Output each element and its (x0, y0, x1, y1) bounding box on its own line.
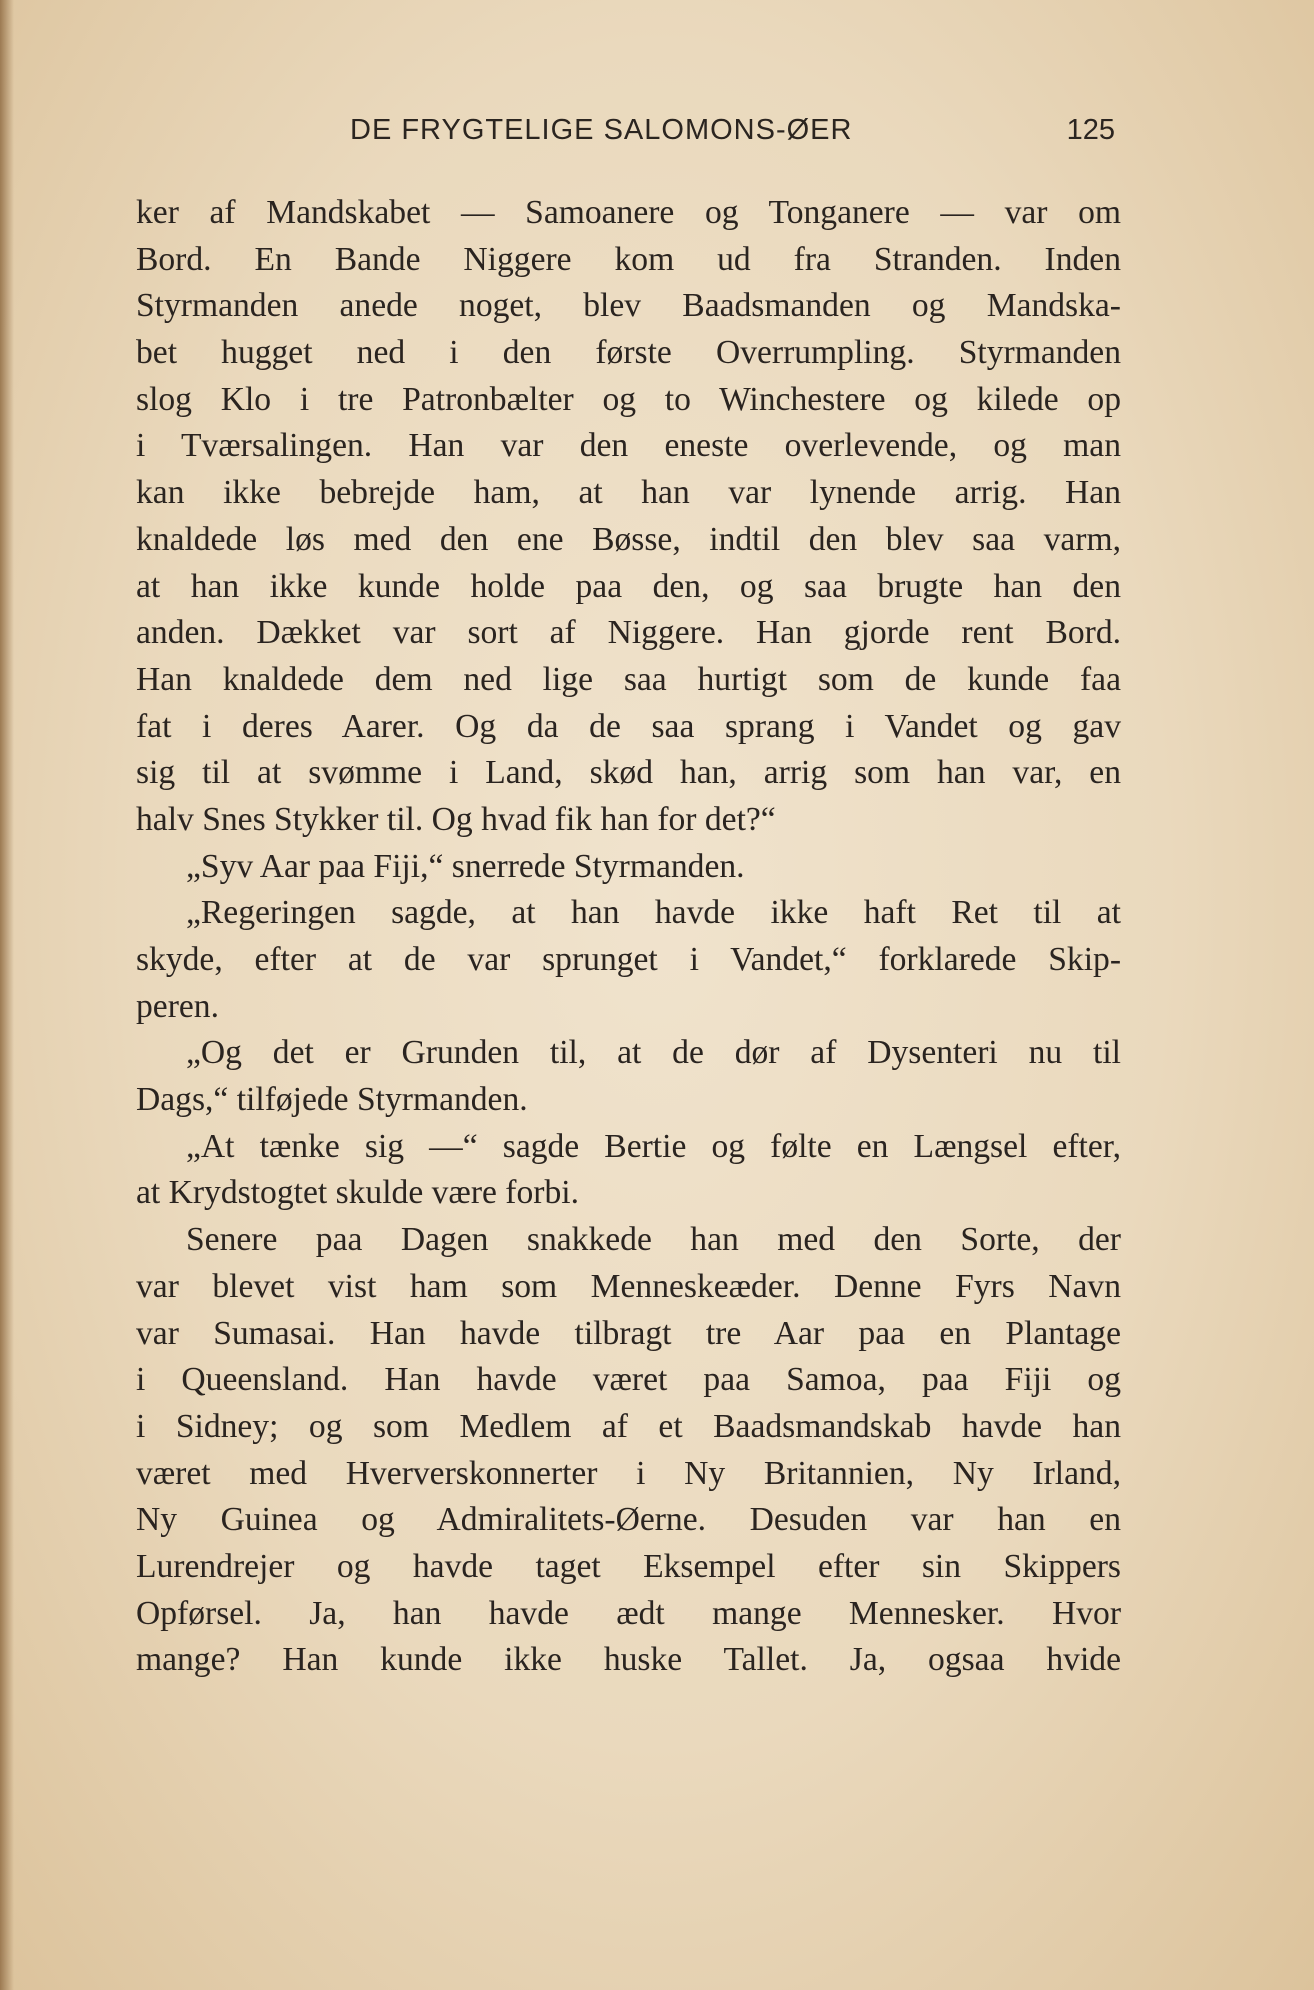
text-line: Opførsel. Ja, han havde ædt mange Mennesker. Hvor (136, 1594, 1121, 1632)
page-header (140, 108, 1115, 154)
text-line: i Sidney; og som Medlem af et Baadsmandskab havde han (136, 1407, 1121, 1445)
text-line: at han ikke kunde holde paa den, og saa brugte han den (136, 567, 1121, 605)
text-line: „Og det er Grunden til, at de dør af Dysenteri nu til (186, 1034, 1121, 1072)
text-line: Senere paa Dagen snakkede han med den Sorte, der (186, 1221, 1121, 1259)
text-line: var blevet vist ham som Menneskeæder. Denne Fyrs Navn (136, 1267, 1121, 1305)
text-line: „Regeringen sagde, at han havde ikke haft Ret til at (186, 894, 1121, 932)
text-line: Bord. En Bande Niggere kom ud fra Stranden. Inden (136, 240, 1121, 278)
text-line: i Queensland. Han havde været paa Samoa, paa Fiji og (136, 1361, 1121, 1399)
text-line: ker af Mandskabet — Samoanere og Tonganere — var om (136, 194, 1121, 231)
text-line: anden. Dækket var sort af Niggere. Han gjorde rent Bord. (136, 614, 1121, 652)
text-line: halv Snes Stykker til. Og hvad fik han for det?“ (136, 800, 776, 838)
body-text (136, 190, 1121, 1684)
text-line: bet hugget ned i den første Overrumpling. Styrmanden (136, 334, 1121, 372)
text-line: slog Klo i tre Patronbælter og to Winchestere og kilede op (136, 380, 1121, 418)
text-line: været med Hververskonnerter i Ny Britannien, Ny Irland, (136, 1454, 1121, 1492)
text-line: i Tværsalingen. Han var den eneste overlevende, og man (136, 427, 1121, 465)
text-line: skyde, efter at de var sprunget i Vandet,“ forklarede Skip- (136, 941, 1121, 978)
text-line: mange? Han kunde ikke huske Tallet. Ja, ogsaa hvide (136, 1641, 1121, 1679)
text-line: sig til at svømme i Land, skød han, arrig som han var, en (136, 754, 1121, 792)
text-line: Han knaldede dem ned lige saa hurtigt som de kunde faa (136, 660, 1121, 698)
running-title: DE FRYGTELIGE SALOMONS-ØER (350, 114, 853, 146)
text-line: Dags,“ tilføjede Styrmanden. (136, 1081, 528, 1119)
text-line: „Syv Aar paa Fiji,“ snerrede Styrmanden. (186, 847, 745, 885)
text-line: peren. (136, 987, 219, 1025)
text-line: knaldede løs med den ene Bøsse, indtil den blev saa varm, (136, 520, 1121, 558)
page-number: 125 (1066, 114, 1115, 146)
text-line: Ny Guinea og Admiralitets-Øerne. Desuden var han en (136, 1501, 1121, 1539)
text-line: var Sumasai. Han havde tilbragt tre Aar paa en Plantage (136, 1314, 1121, 1352)
text-line: „At tænke sig —“ sagde Bertie og følte en Længsel efter, (186, 1127, 1121, 1165)
text-line: Styrmanden anede noget, blev Baadsmanden og Mandska- (136, 287, 1121, 325)
text-line: at Krydstogtet skulde være forbi. (136, 1174, 579, 1212)
text-line: Lurendrejer og havde taget Eksempel efter sin Skippers (136, 1547, 1121, 1585)
text-line: kan ikke bebrejde ham, at han var lynende arrig. Han (136, 474, 1121, 512)
text-line: fat i deres Aarer. Og da de saa sprang i Vandet og gav (136, 707, 1121, 745)
